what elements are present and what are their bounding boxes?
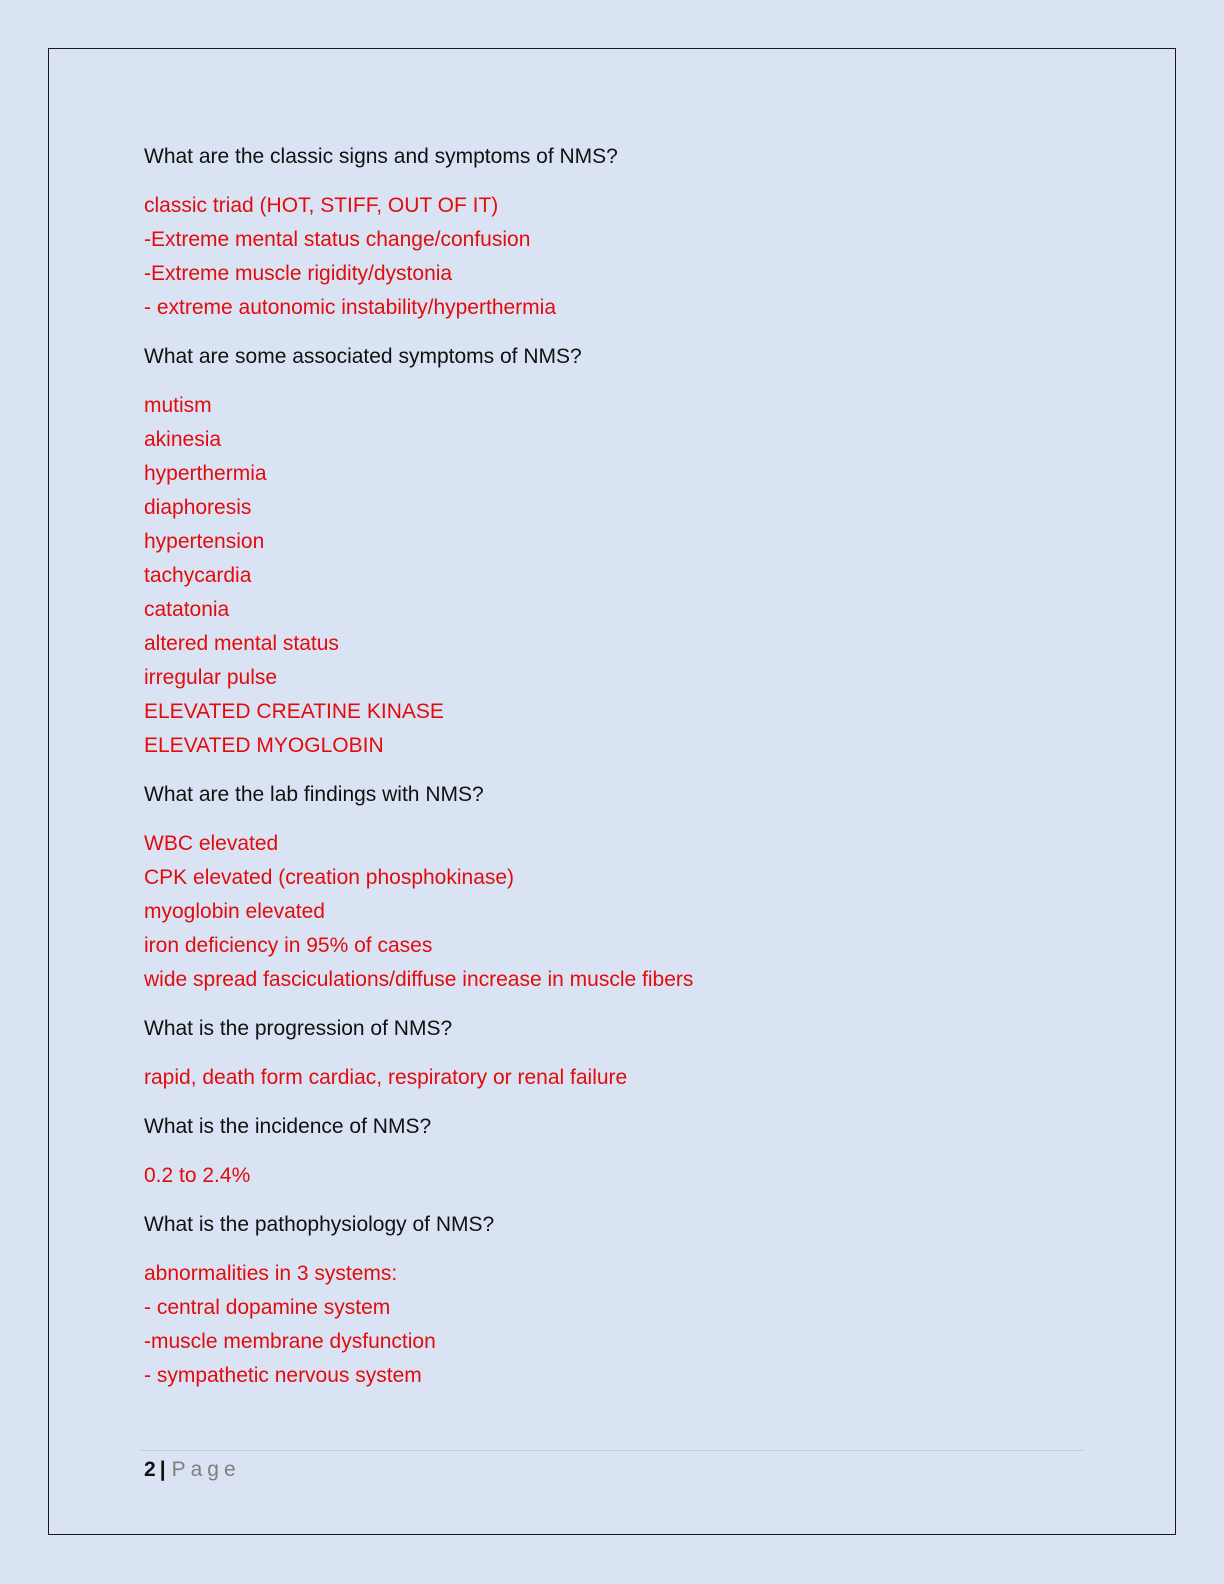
- footer-separator: |: [159, 1458, 166, 1481]
- answer-line: hyperthermia: [144, 462, 267, 485]
- answer-line: -Extreme mental status change/confusion: [144, 228, 531, 251]
- document-body: [144, 140, 1084, 1408]
- question-1: What are the classic signs and symptoms of NMS?: [144, 145, 618, 168]
- answer-5: [144, 1159, 1084, 1193]
- question-5: What is the incidence of NMS?: [144, 1115, 432, 1138]
- answer-line: WBC elevated: [144, 832, 279, 855]
- answer-line: iron deficiency in 95% of cases: [144, 934, 433, 957]
- answer-line: wide spread fasciculations/diffuse increase in muscle fibers: [144, 968, 694, 991]
- answer-line: tachycardia: [144, 564, 252, 587]
- answer-line: - central dopamine system: [144, 1296, 391, 1319]
- answer-1: [144, 189, 1084, 325]
- answer-6: [144, 1257, 1084, 1393]
- page-footer: [144, 1455, 241, 1485]
- answer-line: myoglobin elevated: [144, 900, 325, 923]
- answer-3: [144, 827, 1084, 997]
- question-2: What are some associated symptoms of NMS?: [144, 345, 582, 368]
- answer-line: - sympathetic nervous system: [144, 1364, 422, 1387]
- page-number: 2: [144, 1458, 156, 1481]
- answer-line: ELEVATED CREATINE KINASE: [144, 700, 444, 723]
- answer-line: irregular pulse: [144, 666, 278, 689]
- answer-line: classic triad (HOT, STIFF, OUT OF IT): [144, 194, 499, 217]
- question-3: What are the lab findings with NMS?: [144, 783, 484, 806]
- question-4: What is the progression of NMS?: [144, 1017, 453, 1040]
- answer-line: akinesia: [144, 428, 222, 451]
- answer-line: abnormalities in 3 systems:: [144, 1262, 398, 1285]
- answer-line: 0.2 to 2.4%: [144, 1164, 251, 1187]
- page-label: Page: [171, 1458, 241, 1481]
- answer-line: -Extreme muscle rigidity/dystonia: [144, 262, 453, 285]
- answer-line: catatonia: [144, 598, 230, 621]
- answer-4: [144, 1061, 1084, 1095]
- question-6: What is the pathophysiology of NMS?: [144, 1213, 495, 1236]
- answer-line: ELEVATED MYOGLOBIN: [144, 734, 384, 757]
- answer-line: hypertension: [144, 530, 265, 553]
- answer-line: altered mental status: [144, 632, 339, 655]
- answer-line: rapid, death form cardiac, respiratory or renal failure: [144, 1066, 628, 1089]
- answer-line: CPK elevated (creation phosphokinase): [144, 866, 515, 889]
- footer-divider: [140, 1450, 1084, 1451]
- answer-line: -muscle membrane dysfunction: [144, 1330, 436, 1353]
- answer-line: diaphoresis: [144, 496, 252, 519]
- answer-line: - extreme autonomic instability/hyperthermia: [144, 296, 557, 319]
- answer-line: mutism: [144, 394, 212, 417]
- answer-2: [144, 389, 1084, 763]
